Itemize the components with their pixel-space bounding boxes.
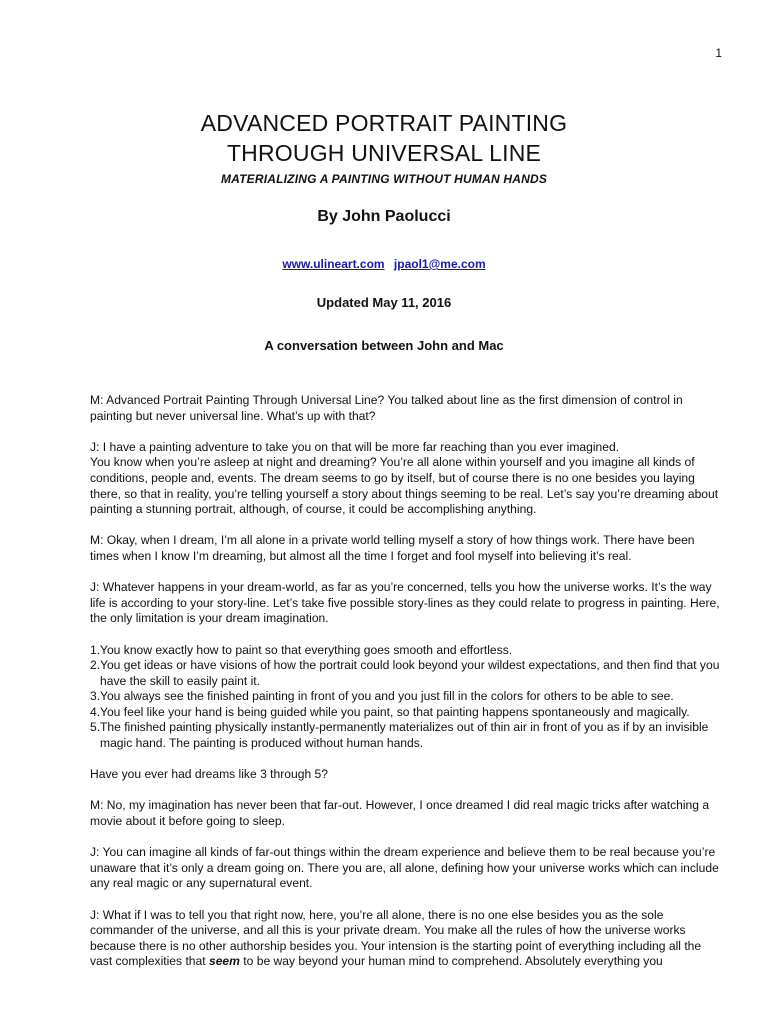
paragraph: J: Whatever happens in your dream-world, as far as you’re concerned, tells you how the universe works. It’s the way life is according to your story-line. Let’s take five possible story-lines as they could relate to progress in painting. Here, the only limitation is your dream imagination. xyxy=(90,580,720,626)
list-text: You know exactly how to paint so that everything goes smooth and effortless. xyxy=(100,642,513,657)
paragraph-text: J: What if I was to tell you that right now, here, you’re all alone, there is no one else besides you as the sole commander of the universe, and all this is your private dream. You make all the rules of how the universe works because there is no other authorship besides you. Your intension is the starting point of everything including all the vast complexities that xyxy=(90,907,702,969)
document-title xyxy=(0,108,768,186)
list-item xyxy=(90,720,726,751)
website-link[interactable]: www.ulineart.com xyxy=(282,257,385,271)
list-number: 1. xyxy=(90,642,101,657)
list-text: You get ideas or have visions of how the portrait could look beyond your wildest expectations, and then find that you have the skill to easily paint it. xyxy=(100,658,720,688)
list-number: 3. xyxy=(90,689,101,704)
author-byline: By John Paolucci xyxy=(317,208,451,225)
paragraph: You know when you’re asleep at night and dreaming? You’re all alone within yourself and you imagine all kinds of conditions, people and, events. The dream seems to go by itself, but of course there is no one besides you laying there, so that in reality, you’re telling yourself a story about things seeming to be real. Let’s say you’re dreaming about painting a stunning portrait, although, of course, it could be accomplishing anything. xyxy=(90,455,719,517)
document-subtitle: MATERIALIZING A PAINTING WITHOUT HUMAN HANDS xyxy=(220,172,548,186)
list-number: 2. xyxy=(90,658,101,673)
title-line-2: THROUGH UNIVERSAL LINE xyxy=(226,140,542,166)
title-line-1: ADVANCED PORTRAIT PAINTING xyxy=(200,110,568,136)
paragraph xyxy=(90,908,726,970)
list-item xyxy=(90,705,726,721)
list-item xyxy=(90,658,726,689)
list-text: You always see the finished painting in front of you and you just fill in the colors for others to be able to see. xyxy=(100,689,674,704)
conversation-heading: A conversation between John and Mac xyxy=(264,338,504,353)
paragraph-text: to be way beyond your human mind to comprehend. Absolutely everything you xyxy=(239,954,663,969)
paragraph: J: I have a painting adventure to take you on that will be more far reaching than you ever imagined. xyxy=(90,439,620,454)
paragraph: Have you ever had dreams like 3 through 5? xyxy=(90,767,328,782)
contact-links xyxy=(0,257,768,271)
list-text: The finished painting physically instantly-permanently materializes out of thin air in front of you as if by an invisible magic hand. The painting is produced without human hands. xyxy=(100,720,709,751)
list-number: 4. xyxy=(90,704,101,719)
paragraph: M: Okay, when I dream, I’m all alone in a private world telling myself a story of how things work. There have been times when I know I’m dreaming, but almost all the time I forget and fool myself into believing it’s real. xyxy=(90,533,695,563)
list-item xyxy=(90,689,726,705)
list-item xyxy=(90,643,726,659)
updated-date: Updated May 11, 2016 xyxy=(316,295,452,310)
story-line-list xyxy=(90,643,726,752)
paragraph: J: You can imagine all kinds of far-out things within the dream experience and believe them to be real because you’re unaware that it’s only a dream going on. There you are, all alone, defining how your universe works which can include any real magic or any supernatural event. xyxy=(90,845,719,891)
paragraph: M: No, my imagination has never been that far-out. However, I once dreamed I did real magic tricks after watching a movie about it before going to sleep. xyxy=(90,798,710,829)
email-link[interactable]: jpaol1@me.com xyxy=(393,257,486,271)
document-body xyxy=(90,393,726,986)
list-number: 5. xyxy=(90,720,101,735)
page-number: 1 xyxy=(715,46,722,60)
list-text: You feel like your hand is being guided while you paint, so that painting happens spontaneously and magically. xyxy=(100,704,690,719)
emphasized-word: seem xyxy=(208,954,240,969)
paragraph: M: Advanced Portrait Painting Through Universal Line? You talked about line as the first dimension of control in painting but never universal line. What’s up with that? xyxy=(90,393,683,423)
